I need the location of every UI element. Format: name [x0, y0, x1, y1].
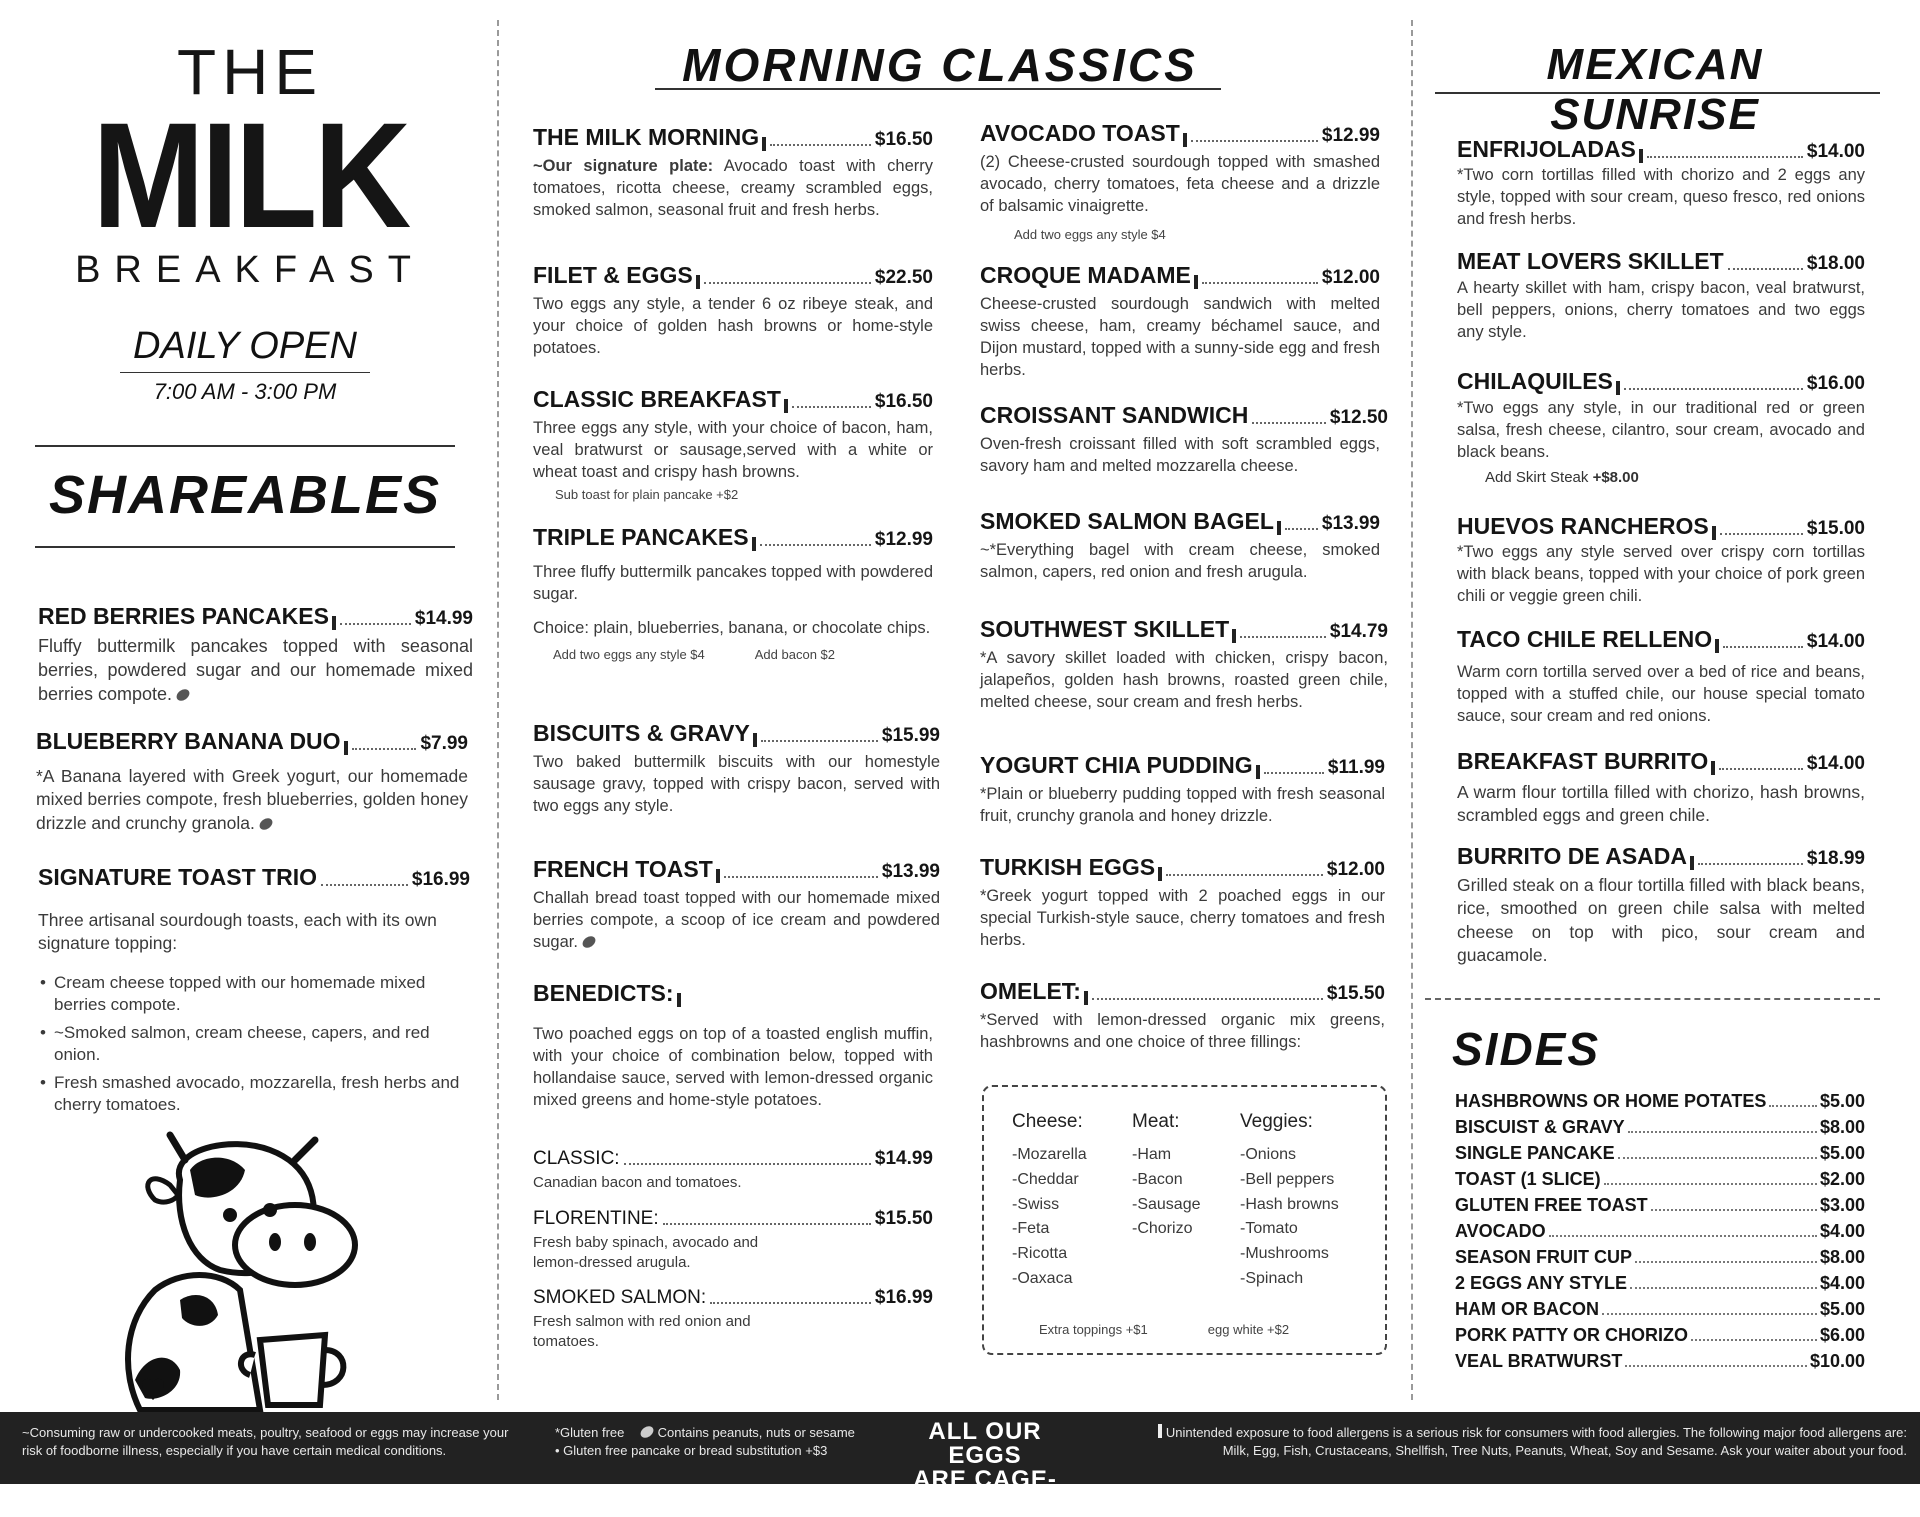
allergen-icon — [1616, 381, 1620, 395]
item-choice: Choice: plain, blueberries, banana, or chocolate chips. — [533, 619, 931, 638]
item-price: $11.99 — [1327, 757, 1385, 778]
allergen-icon — [1158, 1424, 1162, 1438]
item-description: *Plain or blueberry pudding topped with fresh seasonal fruit, crunchy granola and honey drizzle. — [980, 785, 1385, 826]
item-name: 2 EGGS ANY STYLE — [1455, 1273, 1628, 1293]
list-item: -Feta — [1012, 1220, 1050, 1238]
allergen-icon — [332, 616, 336, 630]
item-price: $16.99 — [411, 869, 470, 890]
item-name: AVOCADO — [1455, 1221, 1546, 1241]
omelet-meat-list — [1132, 1111, 1201, 1242]
list-item — [1455, 1294, 1865, 1320]
item-price: $15.00 — [1806, 518, 1865, 539]
brand-milk: MILK — [92, 91, 408, 259]
menu-item — [38, 603, 473, 706]
item-description: Three eggs any style, with your choice of bacon, ham, veal bratwurst or sausage,served with a white or wheat toast and crispy hash browns. — [533, 419, 933, 482]
item-price: $7.99 — [420, 733, 468, 754]
item-description: *Two eggs any style served over crispy corn tortillas with black beans, topped with your choice of pork green chili or veggie green chili. — [1457, 543, 1865, 606]
item-name: FRENCH TOAST — [533, 856, 713, 882]
item-price: $5.00 — [1819, 1299, 1865, 1319]
item-description: *Served with lemon-dressed organic mix greens, hashbrowns and one choice of three fillings: — [980, 1011, 1385, 1052]
item-name: SEASON FRUIT CUP — [1455, 1247, 1633, 1267]
peanut-icon — [580, 934, 597, 950]
item-description: Cheese-crusted sourdough sandwich with melted swiss cheese, ham, creamy béchamel sauce, and Dijon mustard, topped with a sunny-side egg and fresh herbs. — [980, 295, 1380, 380]
divider — [655, 88, 1221, 90]
item-name: MEAT LOVERS SKILLET — [1457, 248, 1724, 274]
item-name: TOAST (1 SLICE) — [1455, 1169, 1601, 1189]
menu-item-benedicts — [533, 980, 933, 1111]
item-price: $16.50 — [874, 129, 933, 150]
sides-list — [1455, 1086, 1865, 1372]
benedict-option — [533, 1287, 933, 1351]
allergen-icon — [1690, 856, 1694, 870]
list-item: -Mushrooms — [1240, 1245, 1329, 1263]
item-description: ~*Everything bagel with cream cheese, smoked salmon, capers, red onion and fresh arugula. — [980, 541, 1380, 582]
peanut-icon — [638, 1424, 655, 1440]
item-note: Add Skirt Steak — [1485, 469, 1589, 487]
benedict-option — [533, 1208, 933, 1272]
divider — [35, 445, 455, 447]
item-name: HAM OR BACON — [1455, 1299, 1599, 1319]
allergen-icon — [762, 137, 766, 151]
allergen-icon — [1712, 526, 1716, 540]
item-price: $12.99 — [874, 529, 933, 550]
divider — [1425, 998, 1880, 1000]
item-name: CROISSANT SANDWICH — [980, 402, 1249, 428]
item-description: Three artisanal sourdough toasts, each with its own signature topping: — [38, 910, 437, 954]
item-price: $18.00 — [1806, 253, 1865, 274]
item-description: *Two corn tortillas filled with chorizo and 2 eggs any style, topped with sour cream, queso fresco, red onions and fresh herbs. — [1457, 166, 1865, 229]
item-name: HUEVOS RANCHEROS — [1457, 513, 1709, 539]
item-name: SMOKED SALMON: — [533, 1287, 707, 1308]
menu-item — [1457, 748, 1865, 828]
footer-text: ~Consuming raw or undercooked meats, poultry, seafood or eggs may increase your — [22, 1425, 509, 1440]
nuts-label: Contains peanuts, nuts or sesame — [657, 1425, 855, 1440]
list-item: -Tomato — [1240, 1220, 1298, 1238]
list-item: -Mozarella — [1012, 1146, 1087, 1163]
omelet-note: egg white +$2 — [1207, 1322, 1290, 1337]
dietary-legend — [555, 1424, 855, 1460]
list-item — [1455, 1268, 1865, 1294]
item-name: BISCUITS & GRAVY — [533, 720, 750, 746]
menu-item — [533, 262, 933, 359]
item-description: Oven-fresh croissant filled with soft scrambled eggs, savory ham and melted mozzarella cheese. — [980, 435, 1380, 476]
opening-hours — [120, 325, 370, 405]
footer-text: risk of foodborne illness, especially if you have certain medical conditions. — [22, 1443, 447, 1459]
column-divider-right — [1411, 20, 1413, 1400]
allergen-icon — [696, 275, 700, 289]
list-item: -Ham — [1132, 1146, 1172, 1163]
item-description: Three fluffy buttermilk pancakes topped with powdered sugar. — [533, 563, 933, 604]
opening-hours-time: 7:00 AM - 3:00 PM — [153, 379, 337, 404]
item-name: SMOKED SALMON BAGEL — [980, 508, 1274, 534]
allergen-icon — [1277, 521, 1281, 535]
allergen-icon — [677, 993, 681, 1007]
item-description: *A savory skillet loaded with chicken, crispy bacon, jalapeños, golden hash browns, roasted green chile, melted cheese, sour cream and fresh herbs. — [980, 649, 1388, 712]
item-name: CLASSIC: — [533, 1148, 620, 1169]
item-price: $8.00 — [1819, 1117, 1865, 1137]
item-note: Add two eggs any style $4 — [1014, 227, 1166, 243]
menu-item — [533, 524, 933, 662]
raw-food-warning — [22, 1424, 508, 1460]
list-item — [1455, 1164, 1865, 1190]
item-price: $10.00 — [1809, 1351, 1865, 1371]
gluten-free-label: *Gluten free — [555, 1425, 625, 1440]
item-description-lead: ~Our signature plate: — [533, 157, 714, 175]
item-name: FLORENTINE: — [533, 1208, 659, 1229]
footer-text: ARE CAGE-FREE — [913, 1466, 1057, 1517]
item-description: Fresh salmon with red onion and tomatoes. — [533, 1313, 751, 1350]
allergen-icon — [1084, 991, 1088, 1005]
item-price: $16.50 — [874, 391, 933, 412]
allergen-icon — [753, 733, 757, 747]
omelet-column-title: Cheese: — [1012, 1111, 1083, 1132]
allergen-icon — [1194, 275, 1198, 289]
item-price: $16.00 — [1806, 373, 1865, 394]
list-item: -Chorizo — [1132, 1220, 1193, 1238]
allergen-icon — [716, 869, 720, 883]
menu-item — [980, 978, 1385, 1053]
item-name: FILET & EGGS — [533, 262, 693, 288]
menu-item — [38, 864, 470, 1122]
brand-logo — [30, 36, 470, 291]
item-name: BURRITO DE ASADA — [1457, 843, 1688, 869]
menu-item — [533, 386, 933, 502]
list-item — [1455, 1242, 1865, 1268]
list-item: -Sausage — [1132, 1195, 1201, 1213]
item-price: $14.00 — [1806, 631, 1865, 652]
list-item: • Fresh smashed avocado, mozzarella, fresh herbs and cherry tomatoes. — [38, 1072, 470, 1116]
footer-text: Milk, Egg, Fish, Crustaceans, Shellfish, Tree Nuts, Peanuts, Wheat, Soy and Sesame. Ask your waiter about your food. — [1222, 1443, 1907, 1459]
item-description: Avocado toast with cherry tomatoes, ricotta cheese, creamy scrambled eggs, smoked salmon, seasonal fruit and fresh herbs. — [533, 157, 933, 220]
item-description: Fluffy buttermilk pancakes topped with seasonal berries, powdered sugar and our homemade mixed berries compote. — [38, 636, 473, 705]
omelet-veggies-list — [1240, 1111, 1339, 1292]
item-name: GLUTEN FREE TOAST — [1455, 1195, 1648, 1215]
omelet-note: Extra toppings +$1 — [1039, 1322, 1148, 1337]
omelet-cheese-list — [1012, 1111, 1087, 1292]
menu-item — [1457, 843, 1865, 968]
item-price: $4.00 — [1819, 1273, 1865, 1293]
item-name: SOUTHWEST SKILLET — [980, 616, 1230, 642]
menu-item — [1457, 368, 1865, 486]
peanut-icon — [257, 816, 274, 832]
gluten-free-substitution: • Gluten free pancake or bread substitution +$3 — [555, 1443, 828, 1459]
item-name: CHILAQUILES — [1457, 368, 1613, 394]
allergen-icon — [1639, 149, 1643, 163]
allergen-icon — [344, 741, 348, 755]
item-price: $8.00 — [1819, 1247, 1865, 1267]
item-name: CROQUE MADAME — [980, 262, 1191, 288]
item-description: *Greek yogurt topped with 2 poached eggs in our special Turkish-style sauce, cherry tomatoes and fresh herbs. — [980, 887, 1385, 950]
item-name: THE MILK MORNING — [533, 124, 760, 150]
allergen-icon — [752, 537, 756, 551]
item-name: HASHBROWNS OR HOME POTATES — [1455, 1091, 1767, 1111]
omelet-column-title: Veggies: — [1240, 1111, 1313, 1132]
item-price: $4.00 — [1819, 1221, 1865, 1241]
item-price: $2.00 — [1819, 1169, 1865, 1189]
footer-bar — [0, 1412, 1920, 1517]
item-price: $5.00 — [1819, 1143, 1865, 1163]
list-item: -Onions — [1240, 1146, 1297, 1163]
footer-text: Unintended exposure to food allergens is a serious risk for consumers with food allergies. The following major food allergens are: — [1165, 1425, 1907, 1440]
menu-item — [980, 402, 1388, 477]
item-price: $5.00 — [1819, 1091, 1865, 1111]
item-price: $14.00 — [1806, 141, 1865, 162]
item-price: $14.99 — [414, 608, 473, 629]
item-name: AVOCADO TOAST — [980, 120, 1180, 146]
item-price: $16.99 — [874, 1287, 933, 1308]
footer-text: ALL OUR EGGS — [928, 1418, 1042, 1469]
item-name: PORK PATTY OR CHORIZO — [1455, 1325, 1689, 1345]
menu-item — [1457, 513, 1865, 607]
item-price: $12.99 — [1321, 125, 1380, 146]
item-description: Fresh baby spinach, avocado and lemon-dressed arugula. — [533, 1234, 759, 1271]
menu-item — [533, 856, 940, 953]
allergen-notice — [1125, 1424, 1907, 1460]
menu-item — [36, 728, 468, 835]
item-name: RED BERRIES PANCAKES — [38, 603, 329, 629]
item-name: BLUEBERRY BANANA DUO — [36, 728, 341, 754]
item-note: Add two eggs any style $4 — [553, 647, 705, 663]
section-title-shareables: SHAREABLES — [48, 465, 442, 525]
item-price: $12.00 — [1326, 859, 1385, 880]
list-item — [1455, 1086, 1865, 1112]
omelet-fillings-box — [982, 1085, 1387, 1355]
item-note: Add bacon $2 — [754, 647, 835, 663]
item-price: $14.00 — [1806, 753, 1865, 774]
list-item: • Cream cheese topped with our homemade mixed berries compote. — [38, 972, 470, 1016]
menu-item — [980, 752, 1385, 827]
item-description: Two baked buttermilk biscuits with our homestyle sausage gravy, topped with crispy bacon, served with two eggs any style. — [533, 753, 940, 816]
item-price: $15.99 — [881, 725, 940, 746]
item-price: $6.00 — [1819, 1325, 1865, 1345]
menu-item — [1457, 248, 1865, 343]
item-price: $12.00 — [1321, 267, 1380, 288]
item-name: TACO CHILE RELLENO — [1457, 626, 1713, 652]
item-name: BISCUIST & GRAVY — [1455, 1117, 1625, 1137]
section-title-sides: SIDES — [1452, 1023, 1601, 1075]
section-title-mexican-sunrise: MEXICAN SUNRISE — [1546, 40, 1764, 139]
allergen-icon — [1232, 629, 1236, 643]
list-item: -Ricotta — [1012, 1245, 1068, 1263]
allergen-icon — [1183, 133, 1187, 147]
item-price: $14.99 — [874, 1148, 933, 1169]
list-item — [1455, 1320, 1865, 1346]
allergen-icon — [1715, 639, 1719, 653]
item-description: *A Banana layered with Greek yogurt, our homemade mixed berries compote, fresh blueberries, golden honey drizzle and crunchy granola. — [36, 766, 468, 833]
list-item — [1455, 1346, 1865, 1372]
item-description: A hearty skillet with ham, crispy bacon, veal bratwurst, bell peppers, onions, cherry tomatoes and two eggs any style. — [1457, 279, 1865, 342]
item-name: VEAL BRATWURST — [1455, 1351, 1623, 1371]
column-divider-left — [497, 20, 499, 1400]
item-price: $13.99 — [1321, 513, 1380, 534]
item-price: $13.99 — [881, 861, 940, 882]
item-name: BREAKFAST BURRITO — [1457, 748, 1709, 774]
section-title-morning-classics: MORNING CLASSICS — [682, 39, 1198, 91]
menu-item — [533, 720, 940, 817]
topping-list — [38, 972, 470, 1117]
menu-item — [1457, 136, 1865, 230]
item-note-price: +$8.00 — [1592, 469, 1639, 487]
list-item — [1455, 1138, 1865, 1164]
list-item: -Bell peppers — [1240, 1170, 1335, 1188]
cage-free-badge — [890, 1420, 1080, 1516]
list-item — [1455, 1216, 1865, 1242]
menu-item — [1457, 626, 1865, 727]
item-price: $15.50 — [874, 1208, 933, 1229]
item-description: A warm flour tortilla filled with chorizo, hash browns, scrambled eggs and green chile. — [1457, 782, 1865, 826]
item-price: $15.50 — [1326, 983, 1385, 1004]
item-price: $3.00 — [1819, 1195, 1865, 1215]
menu-item — [980, 854, 1385, 951]
menu-item — [533, 124, 933, 221]
list-item: • ~Smoked salmon, cream cheese, capers, and red onion. — [38, 1022, 470, 1066]
list-item: -Cheddar — [1012, 1170, 1079, 1188]
item-name: SINGLE PANCAKE — [1455, 1143, 1615, 1163]
allergen-icon — [1711, 761, 1715, 775]
list-item: -Hash browns — [1240, 1195, 1339, 1213]
item-price: $12.50 — [1329, 407, 1388, 428]
item-price: $14.79 — [1329, 621, 1388, 642]
list-item: -Spinach — [1240, 1269, 1304, 1287]
item-description: Warm corn tortilla served over a bed of rice and beans, topped with a stuffed chile, our house special tomato sauce, sour cream and red onions. — [1457, 663, 1865, 726]
item-description: Grilled steak on a flour tortilla filled with black beans, rice, smoothed on green chile salsa with melted cheese on top with pico, sour cream and guacamole. — [1457, 875, 1865, 966]
item-name: TRIPLE PANCAKES — [533, 524, 749, 550]
allergen-icon — [1256, 765, 1260, 779]
item-description: Challah bread toast topped with our homemade mixed berries compote, a scoop of ice cream and powdered sugar. — [533, 889, 940, 952]
item-description: Canadian bacon and tomatoes. — [533, 1174, 742, 1191]
divider — [35, 546, 455, 548]
item-description: Two poached eggs on top of a toasted english muffin, with your choice of combination below, topped with hollandaise sauce, served with lemon-dressed organic mixed greens and home-style potatoes. — [533, 1025, 933, 1110]
allergen-icon — [784, 399, 788, 413]
peanut-icon — [174, 687, 191, 703]
menu-item — [980, 262, 1380, 381]
brand-breakfast: BREAKFAST — [75, 248, 425, 291]
menu-item — [980, 508, 1380, 583]
item-price: $22.50 — [874, 267, 933, 288]
opening-hours-title: DAILY OPEN — [120, 325, 370, 373]
item-note: Sub toast for plain pancake +$2 — [555, 487, 739, 503]
item-description: Two eggs any style, a tender 6 oz ribeye steak, and your choice of golden hash browns or home-style potatoes. — [533, 295, 933, 358]
item-price: $18.99 — [1806, 848, 1865, 869]
divider — [1435, 92, 1880, 94]
item-name: ENFRIJOLADAS — [1457, 136, 1636, 162]
brand-the: THE — [177, 36, 323, 108]
allergen-icon — [1158, 867, 1162, 881]
item-description: *Two eggs any style, in our traditional red or green salsa, fresh cheese, cilantro, sour cream, avocado and black beans. — [1457, 399, 1865, 462]
list-item: -Oaxaca — [1012, 1269, 1073, 1287]
menu-item — [980, 616, 1388, 713]
list-item — [1455, 1112, 1865, 1138]
item-name: SIGNATURE TOAST TRIO — [38, 864, 317, 890]
benedict-option — [533, 1148, 933, 1193]
list-item — [1455, 1190, 1865, 1216]
item-name: OMELET: — [980, 978, 1081, 1004]
item-description: (2) Cheese-crusted sourdough topped with smashed avocado, cherry tomatoes, feta cheese and a drizzle of balsamic vinaigrette. — [980, 153, 1380, 216]
item-name: CLASSIC BREAKFAST — [533, 386, 781, 412]
cow-mascot-icon — [110, 1140, 390, 1415]
list-item: -Bacon — [1132, 1170, 1183, 1188]
item-name: TURKISH EGGS — [980, 854, 1156, 880]
item-name: YOGURT CHIA PUDDING — [980, 752, 1253, 778]
item-name: BENEDICTS: — [533, 980, 674, 1006]
menu-item — [980, 120, 1380, 242]
list-item: -Swiss — [1012, 1195, 1060, 1213]
omelet-column-title: Meat: — [1132, 1111, 1180, 1132]
